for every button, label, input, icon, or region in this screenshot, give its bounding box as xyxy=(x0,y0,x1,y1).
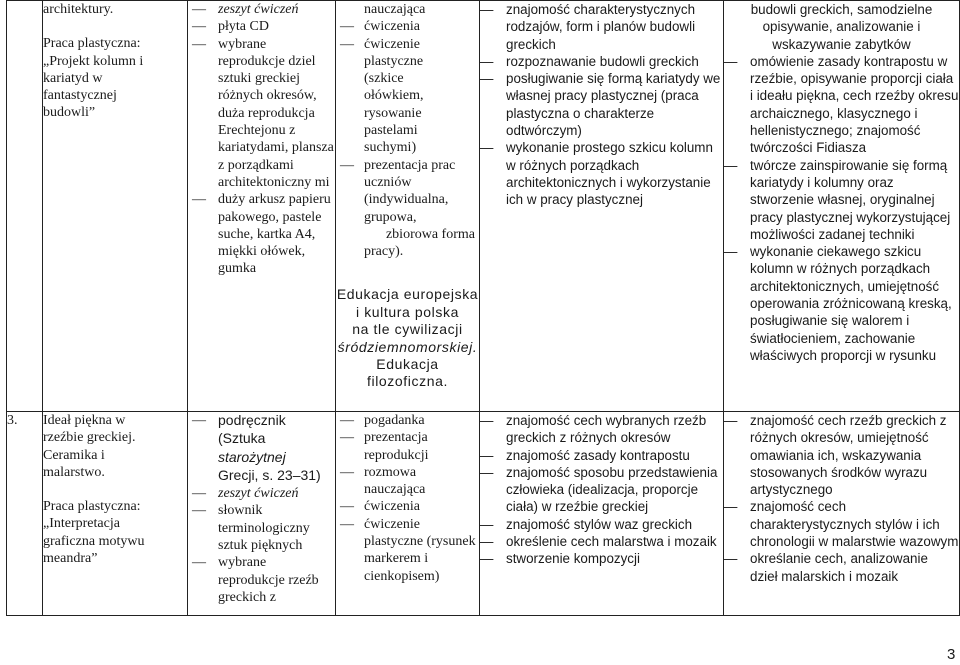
list-item: pracy). xyxy=(364,244,404,260)
topic-line: „Projekt kolumn i xyxy=(43,53,144,69)
list-item: — znajomość cech charakterystycznych stylów i ich chronologii w malarstwie wazowym xyxy=(724,499,959,550)
topic-line: budowli” xyxy=(43,105,96,121)
list-item: — słownik terminologiczny sztuk pięknych xyxy=(192,503,310,554)
topic-cell xyxy=(43,412,188,616)
methods-cell xyxy=(336,1,480,412)
methods-list xyxy=(336,412,479,585)
topic-line: malarstwo. xyxy=(43,464,105,480)
edu-line: śródziemnomorskiej. xyxy=(337,338,478,355)
topic-line: Ideał piękna w xyxy=(43,413,126,428)
list-item: grupowa, xyxy=(364,209,417,225)
list-item: — zeszyt ćwiczeń xyxy=(192,486,299,502)
lesson-number: 3. xyxy=(7,413,18,428)
list-item: — wybrane reprodukcje rzeźb greckich z xyxy=(192,555,319,605)
basic-requirements-cell xyxy=(480,1,724,412)
list-item: nauczająca xyxy=(364,2,426,17)
list-item: — płyta CD xyxy=(192,19,269,35)
list-item: — znajomość zasady kontrapostu xyxy=(480,447,690,463)
edu-line: filozoficzna. xyxy=(367,373,448,390)
topic-line: „Interpretacja xyxy=(43,516,120,532)
topic-line: graficzna motywu xyxy=(43,533,145,549)
topic-line: architektury. xyxy=(43,2,114,17)
topic-line: Ceramika i xyxy=(43,447,105,463)
teaching-means-cell xyxy=(188,412,336,616)
list-item: — rozpoznawanie budowli greckich xyxy=(480,53,699,69)
list-item: — znajomość sposobu przedstawienia człowieka (idealizacja, proporcje ciała) w rzeźbie greckiej xyxy=(480,464,718,515)
ext-lead-line: opisywanie, analizowanie i xyxy=(762,19,921,35)
teaching-means-cell xyxy=(188,1,336,412)
extended-requirements-cell xyxy=(724,412,960,616)
topic-line: meandra” xyxy=(43,551,98,567)
edu-line: Edukacja xyxy=(376,356,439,373)
basic-requirements-cell xyxy=(480,412,724,616)
means-list xyxy=(188,1,335,278)
list-item: — ćwiczenia xyxy=(340,19,420,35)
ext-lead-line: wskazywanie zabytków xyxy=(772,36,911,52)
list-item: — duży arkusz papieru pakowego, pastele suche, kartka A4, miękki ołówek, gumka xyxy=(192,192,331,277)
list-item: — stworzenie kompozycji xyxy=(480,551,640,567)
list-item: rysowanie xyxy=(364,105,422,121)
list-item: ołówkiem, xyxy=(364,88,424,104)
edu-line: Edukacja europejska xyxy=(336,286,479,303)
list-item: — znajomość cech wybranych rzeźb greckich z różnych okresów xyxy=(480,413,707,446)
list-item: — znajomość cech rzeźb greckich z różnych okresów, umiejętność omawiania ich, wskazywania stosowanych środków wyrazu artystycznego xyxy=(724,413,947,498)
lesson-number-cell xyxy=(7,412,43,616)
topic-line: Praca plastyczna: xyxy=(43,36,141,52)
methods-list xyxy=(336,1,479,260)
extended-requirements-cell xyxy=(724,1,960,412)
list-item: — ćwiczenie xyxy=(340,36,420,52)
topic-line: Praca plastyczna: xyxy=(43,499,141,515)
edu-line: na tle cywilizacji xyxy=(352,321,463,338)
cross-curricular-paths xyxy=(336,286,479,390)
list-item: plastyczne xyxy=(364,53,424,69)
list-item: (szkice xyxy=(364,71,404,87)
list-item: — prezentacja reprodukcji xyxy=(340,430,429,463)
lesson-number-cell xyxy=(7,1,43,412)
topic-line: kariatyd w xyxy=(43,70,103,86)
list-item: — znajomość stylów waz greckich xyxy=(480,516,693,532)
list-item: — podręcznik (Sztuka starożytnej Grecji, s. 23–31) xyxy=(192,412,321,483)
list-item: — pogadanka xyxy=(340,413,425,428)
list-item: suchymi) xyxy=(364,140,417,156)
table-row xyxy=(7,1,960,412)
list-item: — prezentacja prac xyxy=(340,157,456,173)
extended-list xyxy=(724,53,959,364)
page-number: 3 xyxy=(947,646,956,663)
list-item: — ćwiczenia xyxy=(340,499,420,515)
curriculum-table xyxy=(6,0,960,616)
list-item: — ćwiczenie plastyczne (rysunek markerem i cienkopisem) xyxy=(340,516,476,584)
list-item: — znajomość charakterystycznych rodzajów, form i planów budowli greckich xyxy=(480,2,696,52)
topic-cell xyxy=(43,1,188,412)
basic-list xyxy=(480,1,723,209)
table-row xyxy=(7,412,960,616)
list-item: — określanie cech, analizowanie dzieł malarskich i mozaik xyxy=(724,551,928,584)
topic-line: fantastycznej xyxy=(43,88,117,104)
list-item: (indywidualna, xyxy=(364,192,449,208)
edu-line: i kultura polska xyxy=(356,303,459,320)
list-item: — twórcze zainspirowanie się formą kariatydy i kolumny oraz stworzenie własnej, oryginalnej pracy plastycznej wykorzystującej możliwości zadanej techniki xyxy=(724,157,951,242)
list-item: zbiorowa forma xyxy=(385,226,475,242)
list-item: — określenie cech malarstwa i mozaik xyxy=(480,534,717,550)
basic-list xyxy=(480,412,723,568)
methods-cell xyxy=(336,412,480,616)
list-item: — posługiwanie się formą kariatydy we własnej pracy plastycznej (praca plastyczna o charakterze odtwórczym) xyxy=(480,71,721,139)
list-item: — wykonanie prostego szkicu kolumn w różnych porządkach architektonicznych i wykorzystanie ich w pracy plastycznej xyxy=(480,140,713,208)
topic-line: rzeźbie greckiej. xyxy=(43,430,136,446)
means-list xyxy=(188,412,335,606)
list-item: — wykonanie ciekawego szkicu kolumn w różnych porządkach architektonicznych, umiejętność operowania zróżnicowaną kreską, posługiwanie się walorem i światłocieniem, zachowanie właściwych proporcji w rysunku xyxy=(724,244,952,363)
extended-list xyxy=(724,412,959,585)
list-item: — omówienie zasady kontrapostu w rzeźbie, opisywanie proporcji ciała i ideału piękna, cech rzeźby okresu archaicznego, klasycznego i hellenistycznego; znajomość twórczości Fidiasza xyxy=(724,53,959,156)
list-item: — zeszyt ćwiczeń xyxy=(192,2,299,17)
list-item: — wybrane reprodukcje dziel sztuki greckiej różnych okresów, duża reprodukcja Erechtejonu z kariatydami, plansza z porządkami architektoniczny mi xyxy=(192,36,334,190)
list-item: — rozmowa nauczająca xyxy=(340,464,426,498)
list-item: pastelami xyxy=(364,123,418,139)
ext-lead-line: budowli greckich, samodzielne xyxy=(750,2,933,17)
list-item: uczniów xyxy=(364,174,412,190)
